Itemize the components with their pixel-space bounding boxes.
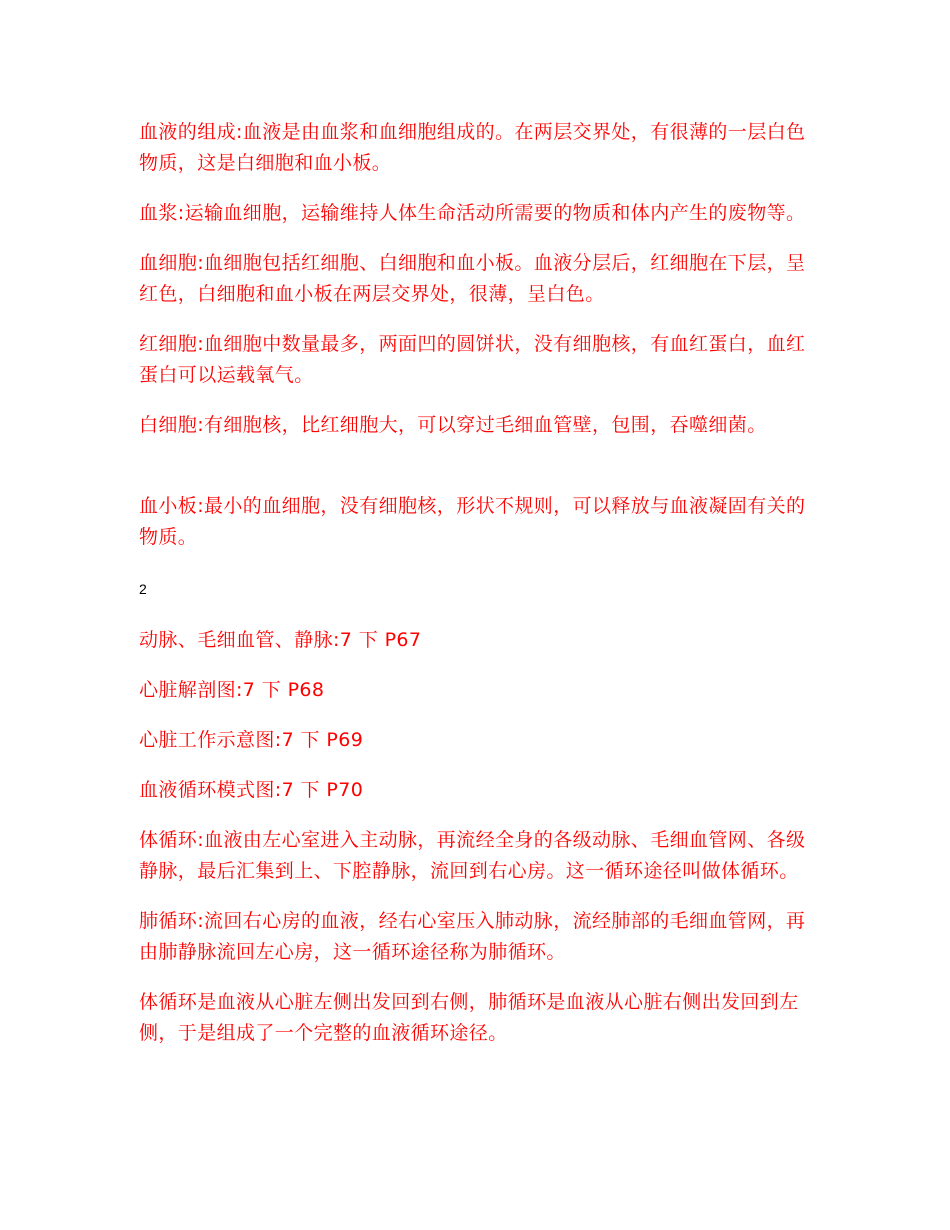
paragraph-circulation-diagram-ref: 血液循环模式图:7 下 P70 — [139, 779, 364, 801]
paragraph-complete-circulation: 体循环是血液从心脏左侧出发回到右侧，肺循环是血液从心脏右侧出发回到左侧，于是组成了一个完整的血液循环途径。 — [139, 991, 799, 1044]
paragraph-red-blood-cells: 红细胞:血细胞中数量最多，两面凹的圆饼状，没有细胞核，有血红蛋白，血红蛋白可以运载氧气。 — [139, 333, 806, 386]
paragraph-blood-cells: 血细胞:血细胞包括红细胞、白细胞和血小板。血液分层后，红细胞在下层，呈红色，白细胞和血小板在两层交界处，很薄，呈白色。 — [139, 252, 806, 305]
paragraph-platelets: 血小板:最小的血细胞，没有细胞核，形状不规则，可以释放与血液凝固有关的物质。 — [139, 495, 806, 548]
paragraph-white-blood-cells: 白细胞:有细胞核，比红细胞大，可以穿过毛细血管壁，包围，吞噬细菌。 — [139, 414, 767, 436]
paragraph-blood-composition: 血液的组成:血液是由血浆和血细胞组成的。在两层交界处，有很薄的一层白色物质，这是白细胞和血小板。 — [139, 121, 806, 174]
paragraph-vessels-ref: 动脉、毛细血管、静脉:7 下 P67 — [139, 629, 422, 651]
paragraph-pulmonary-circulation: 肺循环:流回右心房的血液，经右心室压入肺动脉，流经肺部的毛细血管网，再由肺静脉流回左心房，这一循环途径称为肺循环。 — [139, 910, 806, 963]
section-number: 2 — [139, 581, 147, 597]
paragraph-heart-anatomy-ref: 心脏解剖图:7 下 P68 — [139, 679, 325, 701]
paragraph-systemic-circulation: 体循环:血液由左心室进入主动脉，再流经全身的各级动脉、毛细血管网、各级静脉，最后汇集到上、下腔静脉，流回到右心房。这一循环途径叫做体循环。 — [139, 829, 806, 882]
paragraph-plasma: 血浆:运输血细胞，运输维持人体生命活动所需要的物质和体内产生的废物等。 — [139, 202, 806, 224]
paragraph-heart-function-ref: 心脏工作示意图:7 下 P69 — [139, 729, 364, 751]
document-body — [139, 117, 821, 1049]
